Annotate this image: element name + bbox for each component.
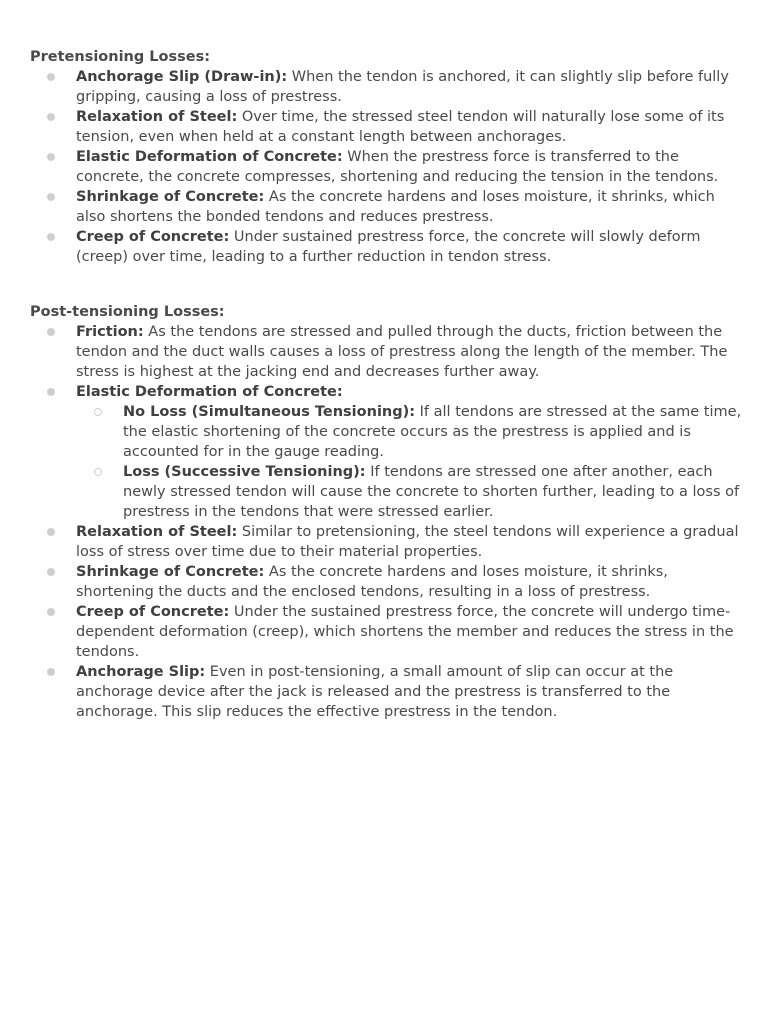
item-description: As the tendons are stressed and pulled through the ducts, friction between the tendon and the duct walls causes a loss of prestress along the length of the member. The stress is highest at the jacking end and decreases further away.	[76, 324, 728, 380]
item-term: Anchorage Slip:	[76, 664, 206, 680]
item-description: Even in post-tensioning, a small amount of slip can occur at the anchorage device after the jack is released and the prestress is transferred to the anchorage. This slip reduces the effective prestress in the tendon.	[76, 664, 674, 720]
sub-list-item	[123, 462, 744, 522]
item-description: As the concrete hardens and loses moisture, it shrinks, shortening the ducts and the enclosed tendons, resulting in a loss of prestress.	[76, 564, 668, 600]
item-description: Similar to pretensioning, the steel tendons will experience a gradual loss of stress over time due to their material properties.	[76, 524, 739, 560]
item-description: Under the sustained prestress force, the concrete will undergo time-dependent deformation (creep), which shortens the member and reduces the stress in the tendons.	[76, 604, 734, 660]
item-description: Under sustained prestress force, the concrete will slowly deform (creep) over time, leading to a further reduction in tendon stress.	[76, 229, 701, 265]
pretensioning-heading: Pretensioning Losses:	[30, 49, 211, 65]
item-description: Over time, the stressed steel tendon will naturally lose some of its tension, even when held at a constant length between anchorages.	[76, 109, 725, 145]
list-item	[76, 322, 744, 382]
list-item	[76, 187, 744, 227]
item-term: Shrinkage of Concrete:	[76, 189, 265, 205]
sub-item-term: No Loss (Simultaneous Tensioning):	[123, 404, 416, 420]
item-term: Anchorage Slip (Draw-in):	[76, 69, 288, 85]
sub-item-description: If all tendons are stressed at the same time, the elastic shortening of the concrete occurs as the prestress is applied and is accounted for in the gauge reading.	[123, 404, 742, 460]
list-item	[76, 602, 744, 662]
item-description: When the tendon is anchored, it can slightly slip before fully gripping, causing a loss of prestress.	[76, 69, 729, 105]
pretensioning-section	[30, 47, 744, 267]
pretensioning-list	[30, 67, 744, 267]
list-item	[76, 522, 744, 562]
item-term: Creep of Concrete:	[76, 229, 230, 245]
item-description: As the concrete hardens and loses moisture, it shrinks, which also shortens the bonded tendons and reduces prestress.	[76, 189, 715, 225]
list-item	[76, 662, 744, 722]
posttensioning-list	[30, 322, 744, 722]
list-item	[76, 562, 744, 602]
list-item	[76, 227, 744, 267]
item-term: Friction:	[76, 324, 144, 340]
sub-list-item	[123, 402, 744, 462]
item-term: Relaxation of Steel:	[76, 524, 238, 540]
elastic-deformation-sublist	[76, 402, 744, 522]
list-item	[76, 147, 744, 187]
item-term: Shrinkage of Concrete:	[76, 564, 265, 580]
item-term: Relaxation of Steel:	[76, 109, 238, 125]
list-item	[76, 107, 744, 147]
posttensioning-heading: Post-tensioning Losses:	[30, 304, 225, 320]
sub-item-description: If tendons are stressed one after another, each newly stressed tendon will cause the concrete to shorten further, leading to a loss of prestress in the tendons that were stressed earlier.	[123, 464, 740, 520]
item-term: Elastic Deformation of Concrete:	[76, 149, 343, 165]
list-item	[76, 382, 744, 522]
item-description: When the prestress force is transferred to the concrete, the concrete compresses, shortening and reducing the tension in the tendons.	[76, 149, 719, 185]
posttensioning-section	[30, 302, 744, 722]
item-term: Elastic Deformation of Concrete:	[76, 384, 343, 400]
item-term: Creep of Concrete:	[76, 604, 230, 620]
list-item	[76, 67, 744, 107]
sub-item-term: Loss (Successive Tensioning):	[123, 464, 366, 480]
